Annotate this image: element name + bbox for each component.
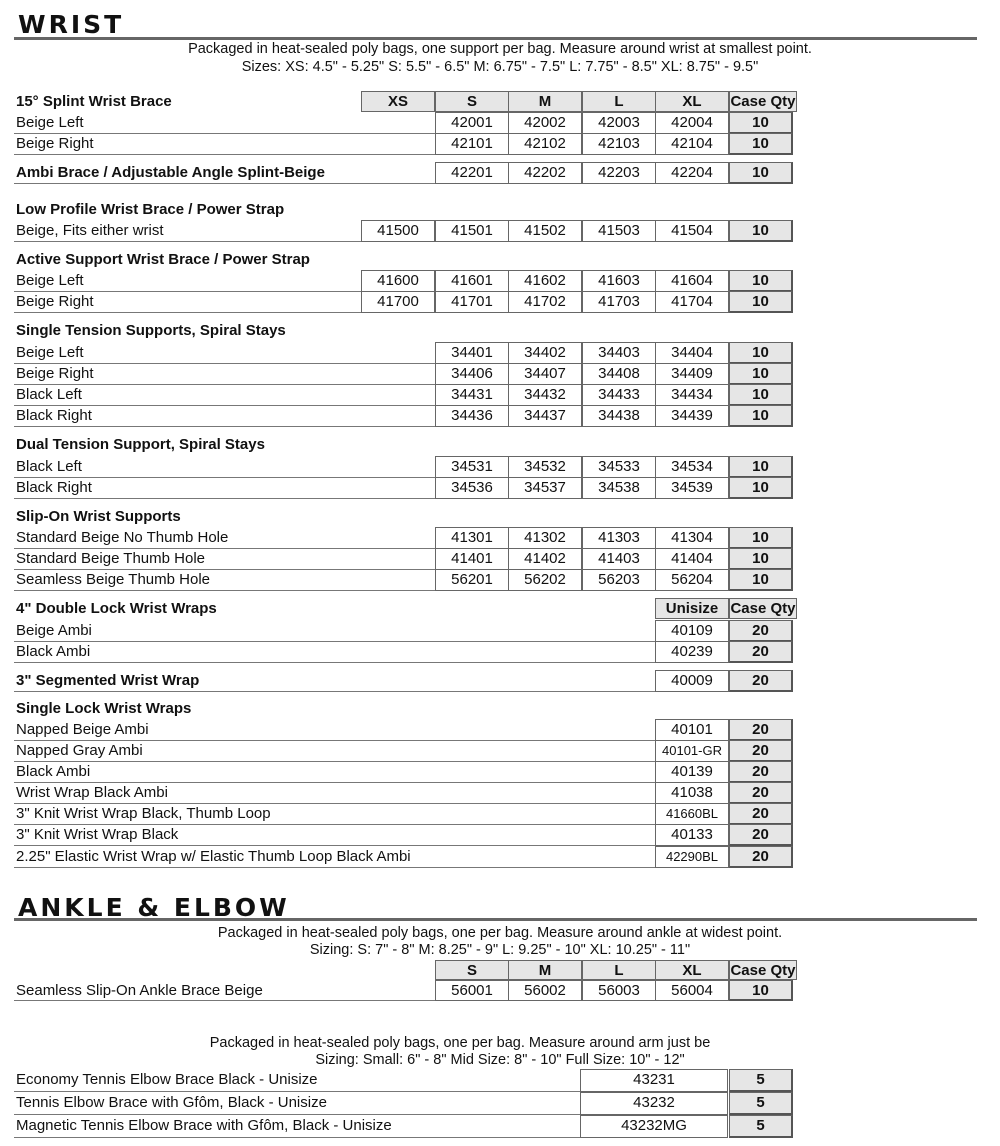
product-name: Black Ambi	[16, 763, 91, 780]
case-qty: 10	[729, 342, 793, 364]
row-divider	[14, 761, 655, 762]
product-name: Economy Tennis Elbow Brace Black - Unisize	[16, 1071, 318, 1088]
wrist-title-rule	[14, 37, 977, 40]
item-code: 43232MG	[580, 1115, 728, 1138]
product-name: Napped Gray Ambi	[16, 742, 143, 759]
item-code: 42290BL	[655, 846, 729, 868]
section-title: 3" Segmented Wrist Wrap	[16, 672, 200, 689]
row-divider	[14, 662, 655, 663]
size-header-m: M	[508, 960, 582, 980]
item-code: 41302	[508, 527, 582, 549]
item-code: 34401	[435, 342, 509, 364]
case-qty: 10	[729, 548, 793, 570]
elbow-packaging-note: Packaged in heat-sealed poly bags, one per bag. Measure around arm just be	[209, 1035, 711, 1051]
item-code: 41604	[655, 270, 729, 292]
item-code: 56204	[655, 569, 729, 591]
item-code: 56001	[435, 980, 509, 1001]
size-header-xs: XS	[361, 91, 435, 112]
item-code: 41503	[582, 220, 656, 242]
case-qty: 20	[729, 670, 793, 692]
size-header-s: S	[435, 960, 509, 980]
size-header-xl: XL	[655, 91, 729, 112]
item-code: 34432	[508, 384, 582, 406]
row-divider	[14, 1114, 580, 1115]
item-code: 56003	[582, 980, 656, 1001]
item-code: 41600	[361, 270, 435, 292]
item-code: 41402	[508, 548, 582, 570]
case-qty: 5	[729, 1069, 793, 1092]
case-qty: 10	[729, 112, 793, 134]
case-qty: 20	[729, 740, 793, 762]
item-code: 34438	[582, 405, 656, 427]
case-qty-header: Case Qty	[730, 962, 796, 979]
item-code: 56203	[582, 569, 656, 591]
product-name: Tennis Elbow Brace with Gfôm, Black - Unisize	[16, 1094, 327, 1111]
product-name: 3" Knit Wrist Wrap Black	[16, 826, 179, 843]
item-code: 34404	[655, 342, 729, 364]
product-name: Beige Left	[16, 114, 84, 131]
product-name: Beige Right	[16, 135, 94, 152]
case-qty: 10	[729, 291, 793, 313]
item-code: 41703	[582, 291, 656, 313]
size-header-m: M	[508, 91, 582, 112]
item-code: 34407	[508, 363, 582, 385]
item-code: 41502	[508, 220, 582, 242]
section-title: Ambi Brace / Adjustable Angle Splint-Beige	[16, 164, 325, 181]
case-qty: 10	[729, 384, 793, 406]
section-title: Active Support Wrist Brace / Power Strap	[16, 251, 310, 268]
row-divider	[14, 641, 655, 642]
section-title: Dual Tension Support, Spiral Stays	[16, 436, 265, 453]
case-qty: 10	[729, 220, 793, 242]
product-name: Standard Beige No Thumb Hole	[16, 529, 229, 546]
item-code: 34408	[582, 363, 656, 385]
item-code: 34539	[655, 477, 729, 499]
item-code: 42203	[582, 162, 656, 184]
item-code: 41500	[361, 220, 435, 242]
case-qty: 20	[729, 846, 793, 868]
product-name: Wrist Wrap Black Ambi	[16, 784, 168, 801]
wrist-packaging-note: Packaged in heat-sealed poly bags, one support per bag. Measure around wrist at smallest point.	[188, 41, 812, 57]
section-title: Slip-On Wrist Supports	[16, 508, 181, 525]
row-divider	[14, 691, 655, 692]
case-qty: 20	[729, 824, 793, 846]
item-code: 56202	[508, 569, 582, 591]
item-code: 34532	[508, 456, 582, 478]
product-name: Black Ambi	[16, 643, 91, 660]
size-header-l: L	[582, 960, 656, 980]
item-code: 41403	[582, 548, 656, 570]
item-code: 41304	[655, 527, 729, 549]
case-qty: 20	[729, 620, 793, 642]
item-code: 43231	[580, 1069, 728, 1092]
item-code: 41602	[508, 270, 582, 292]
ankle-packaging-note: Packaged in heat-sealed poly bags, one per bag. Measure around ankle at widest point.	[217, 925, 783, 941]
item-code: 56002	[508, 980, 582, 1001]
item-code: 41501	[435, 220, 509, 242]
item-code: 34439	[655, 405, 729, 427]
item-code: 34403	[582, 342, 656, 364]
item-code: 40239	[655, 641, 729, 663]
case-qty: 20	[729, 719, 793, 741]
item-code: 42201	[435, 162, 509, 184]
item-code: 41660BL	[655, 803, 729, 825]
section-title: 15° Splint Wrist Brace	[16, 93, 172, 110]
item-code: 41601	[435, 270, 509, 292]
product-name: Beige Left	[16, 272, 84, 289]
section-title: 4" Double Lock Wrist Wraps	[16, 600, 217, 617]
item-code: 41603	[582, 270, 656, 292]
item-code: 41404	[655, 548, 729, 570]
item-code: 42003	[582, 112, 656, 134]
item-code: 42204	[655, 162, 729, 184]
item-code: 41702	[508, 291, 582, 313]
size-header-l: L	[582, 91, 656, 112]
product-name: Seamless Slip-On Ankle Brace Beige	[16, 982, 263, 999]
product-name: Beige Right	[16, 293, 94, 310]
item-code: 41038	[655, 782, 729, 804]
wrist-section-title: WRIST	[18, 10, 125, 39]
item-code: 34406	[435, 363, 509, 385]
item-code: 34437	[508, 405, 582, 427]
product-name: Black Right	[16, 407, 92, 424]
unisize-header: Unisize	[655, 598, 729, 619]
product-name: 2.25" Elastic Wrist Wrap w/ Elastic Thumb Loop Black Ambi	[16, 848, 411, 865]
case-qty: 20	[729, 641, 793, 663]
case-qty-header: Case Qty	[730, 600, 796, 617]
item-code: 42001	[435, 112, 509, 134]
item-code: 34531	[435, 456, 509, 478]
item-code: 34436	[435, 405, 509, 427]
item-code: 42104	[655, 133, 729, 155]
case-qty: 20	[729, 782, 793, 804]
product-name: Beige Ambi	[16, 622, 92, 639]
case-qty: 10	[729, 456, 793, 478]
product-name: Napped Beige Ambi	[16, 721, 149, 738]
item-code: 42101	[435, 133, 509, 155]
wrist-sizes-note: Sizes: XS: 4.5" - 5.25" S: 5.5" - 6.5" M: 6.75" - 7.5" L: 7.75" - 8.5" XL: 8.75" - 9.5"	[241, 59, 759, 75]
case-qty: 5	[729, 1115, 793, 1138]
item-code: 40139	[655, 761, 729, 783]
ankle-sizing-note: Sizing: S: 7" - 8" M: 8.25" - 9" L: 9.25" - 10" XL: 10.25" - 11"	[309, 942, 691, 958]
case-qty: 10	[729, 569, 793, 591]
size-header-xl: XL	[655, 960, 729, 980]
section-title: Low Profile Wrist Brace / Power Strap	[16, 201, 285, 218]
ankle-elbow-section-title: ANKLE & ELBOW	[18, 893, 290, 922]
item-code: 34533	[582, 456, 656, 478]
ankle-title-rule	[14, 918, 977, 921]
row-divider	[14, 867, 655, 868]
elbow-sizing-note: Sizing: Small: 6" - 8" Mid Size: 8" - 10" Full Size: 10" - 12"	[315, 1052, 685, 1068]
item-code: 41701	[435, 291, 509, 313]
case-qty: 10	[729, 270, 793, 292]
case-qty: 10	[729, 405, 793, 427]
product-name: Black Left	[16, 386, 82, 403]
case-qty: 10	[729, 133, 793, 155]
item-code: 34536	[435, 477, 509, 499]
item-code: 41504	[655, 220, 729, 242]
item-code: 34433	[582, 384, 656, 406]
item-code: 40133	[655, 824, 729, 846]
case-qty: 5	[729, 1092, 793, 1115]
item-code: 41704	[655, 291, 729, 313]
product-name: Seamless Beige Thumb Hole	[16, 571, 210, 588]
product-name: Magnetic Tennis Elbow Brace with Gfôm, Black - Unisize	[16, 1117, 392, 1134]
section-title: Single Tension Supports, Spiral Stays	[16, 322, 286, 339]
product-name: Standard Beige Thumb Hole	[16, 550, 206, 567]
size-header-s: S	[435, 91, 509, 112]
case-qty: 10	[729, 527, 793, 549]
item-code: 41700	[361, 291, 435, 313]
product-name: Black Right	[16, 479, 92, 496]
case-qty: 10	[729, 363, 793, 385]
item-code: 41303	[582, 527, 656, 549]
item-code: 34409	[655, 363, 729, 385]
item-code: 40009	[655, 670, 729, 692]
item-code: 42004	[655, 112, 729, 134]
case-qty-header: Case Qty	[730, 93, 796, 110]
item-code: 41401	[435, 548, 509, 570]
item-code: 34431	[435, 384, 509, 406]
case-qty: 10	[729, 162, 793, 184]
product-name: Beige, Fits either wrist	[16, 222, 164, 239]
item-code: 42102	[508, 133, 582, 155]
item-code: 56201	[435, 569, 509, 591]
case-qty: 10	[729, 980, 793, 1001]
item-code: 43232	[580, 1092, 728, 1115]
case-qty: 20	[729, 803, 793, 825]
case-qty: 10	[729, 477, 793, 499]
product-name: Black Left	[16, 458, 82, 475]
item-code: 40109	[655, 620, 729, 642]
item-code: 56004	[655, 980, 729, 1001]
item-code: 42202	[508, 162, 582, 184]
product-name: Beige Right	[16, 365, 94, 382]
row-divider	[14, 1137, 580, 1138]
item-code: 42002	[508, 112, 582, 134]
section-title: Single Lock Wrist Wraps	[16, 700, 192, 717]
row-divider	[14, 845, 655, 846]
item-code: 42103	[582, 133, 656, 155]
item-code: 34538	[582, 477, 656, 499]
row-divider	[14, 1091, 580, 1092]
case-qty: 20	[729, 761, 793, 783]
item-code: 34537	[508, 477, 582, 499]
item-code: 34534	[655, 456, 729, 478]
item-code: 34434	[655, 384, 729, 406]
item-code: 34402	[508, 342, 582, 364]
product-name: Beige Left	[16, 344, 84, 361]
item-code: 41301	[435, 527, 509, 549]
item-code: 40101	[655, 719, 729, 741]
item-code: 40101-GR	[655, 740, 729, 762]
product-name: 3" Knit Wrist Wrap Black, Thumb Loop	[16, 805, 271, 822]
